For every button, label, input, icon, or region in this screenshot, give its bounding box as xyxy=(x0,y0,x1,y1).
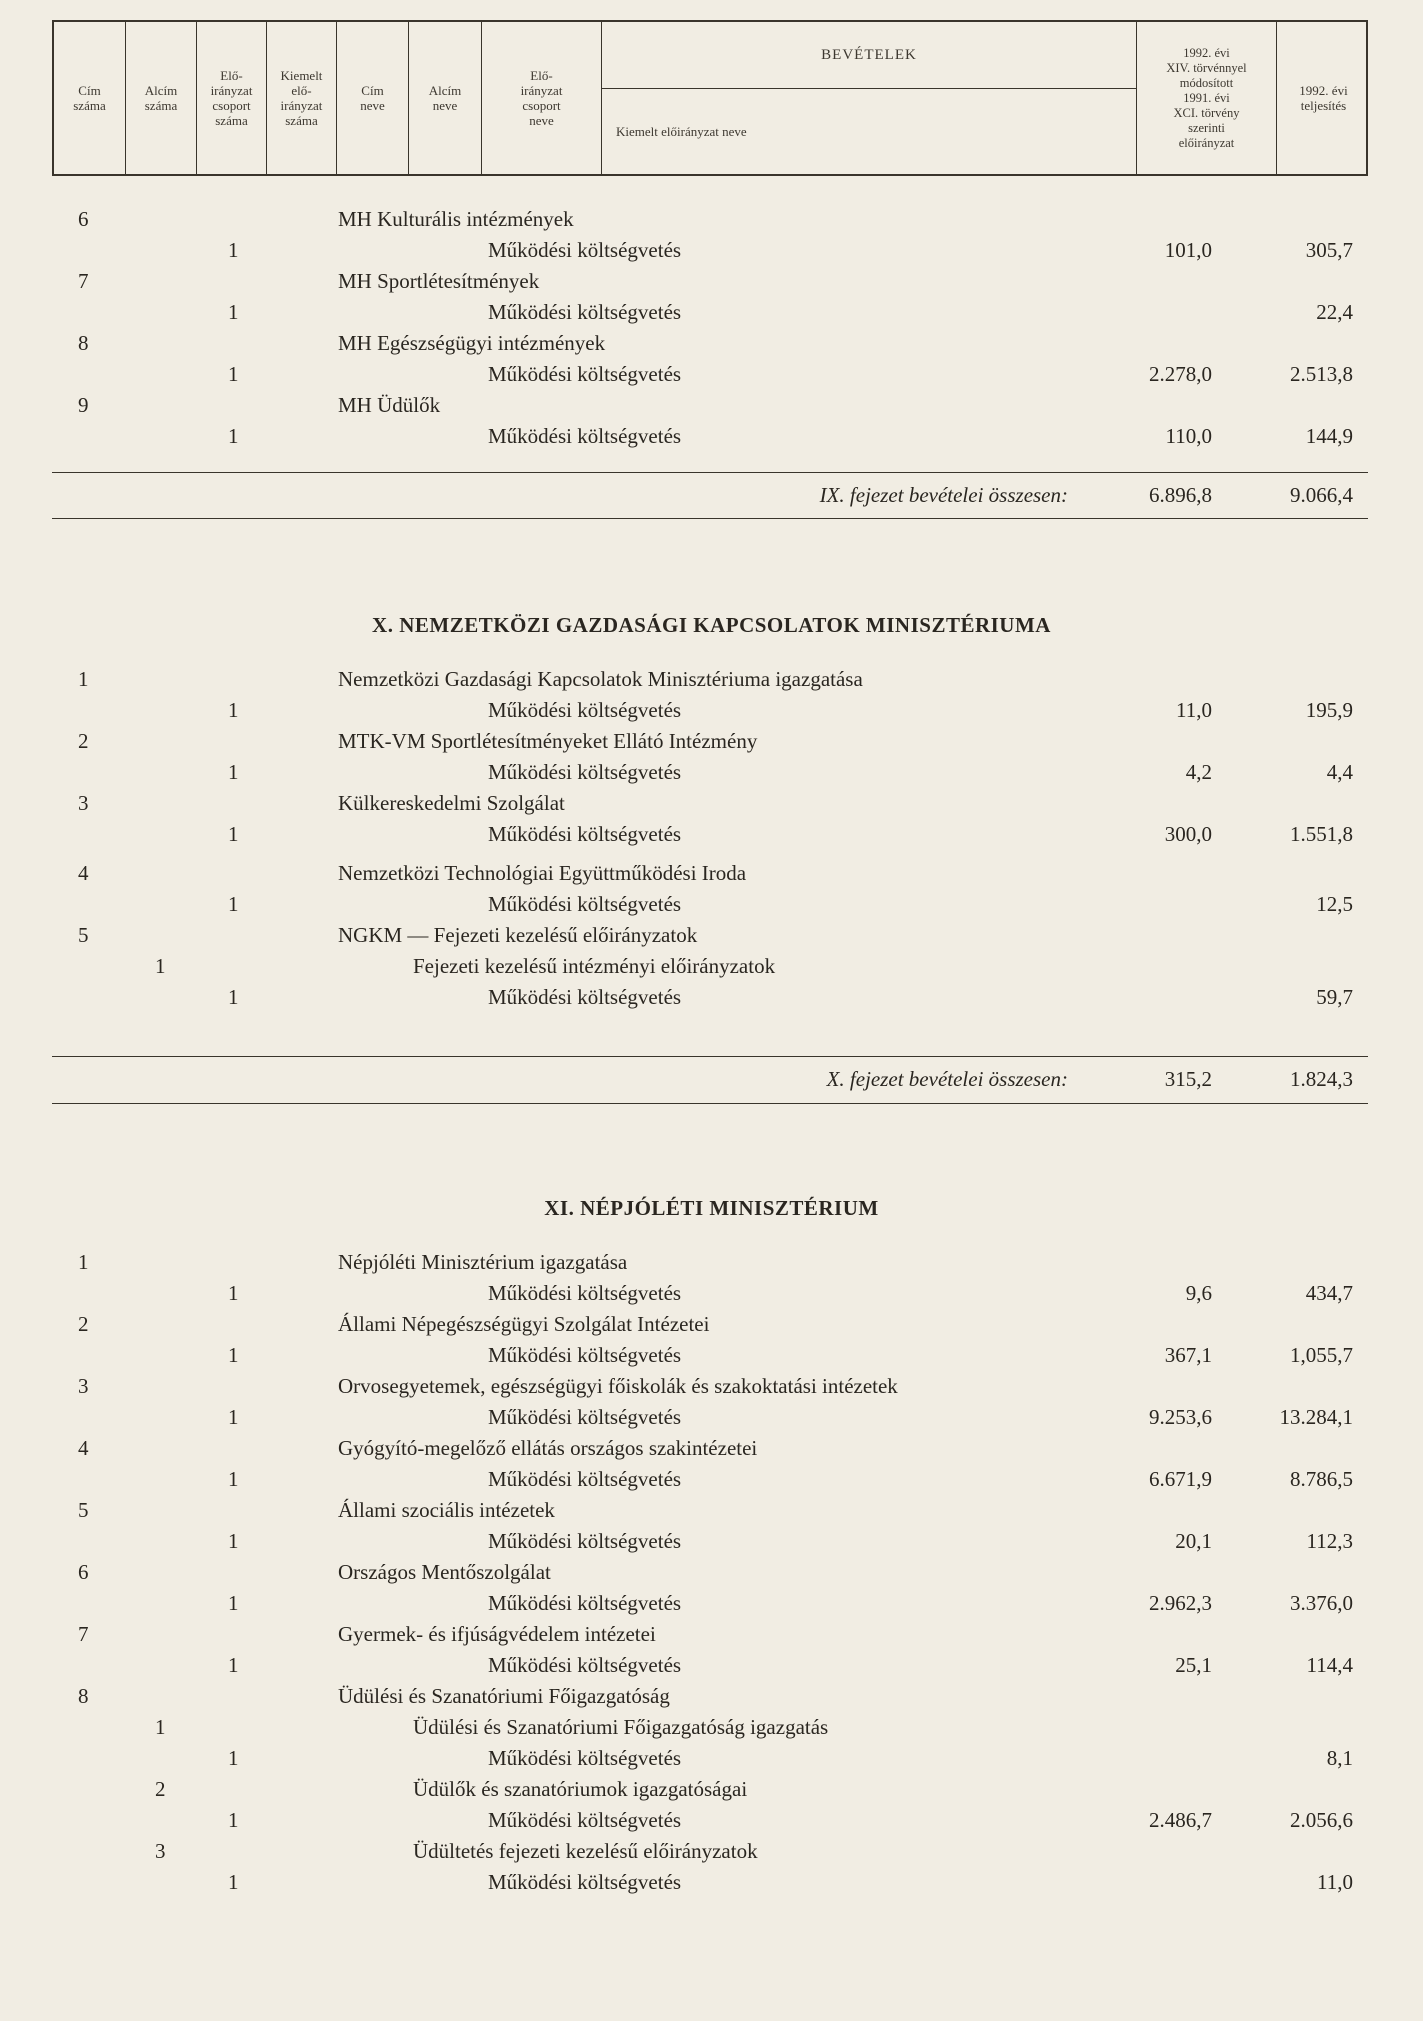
item-name: Működési költségvetés xyxy=(488,1405,682,1429)
item-name: Működési költségvetés xyxy=(488,698,682,722)
budget-line-row xyxy=(0,820,1423,848)
item-name: Működési költségvetés xyxy=(488,1281,682,1305)
csoport-number: 1 xyxy=(228,1808,239,1832)
cim-number: 1 xyxy=(78,1250,89,1274)
item-name: Működési költségvetés xyxy=(488,300,682,324)
teljesites-value: 144,9 xyxy=(1305,424,1353,448)
budget-line-row xyxy=(0,236,1423,264)
item-name: Orvosegyetemek, egészségügyi főiskolák és szakoktatási intézetek xyxy=(338,1374,898,1398)
csoport-number: 1 xyxy=(228,1591,239,1615)
header-eloiranyzat-csoport-szama: Elő- irányzat csoport száma xyxy=(197,22,267,174)
title-row xyxy=(0,921,1423,949)
item-name: Működési költségvetés xyxy=(488,362,682,386)
section-rule xyxy=(52,472,1368,473)
title-row xyxy=(0,1310,1423,1338)
budget-line-row xyxy=(0,758,1423,786)
csoport-number: 1 xyxy=(228,1870,239,1894)
eloiranyzat-value: 20,1 xyxy=(1175,1529,1212,1553)
item-name: Működési költségvetés xyxy=(488,1746,682,1770)
item-name: Működési költségvetés xyxy=(488,760,682,784)
teljesites-value: 13.284,1 xyxy=(1279,1405,1353,1429)
alcim-number: 1 xyxy=(155,1715,166,1739)
item-name: MH Kulturális intézmények xyxy=(338,207,574,231)
cim-number: 3 xyxy=(78,791,89,815)
cim-number: 1 xyxy=(78,667,89,691)
teljesites-value: 8.786,5 xyxy=(1290,1467,1353,1491)
title-row xyxy=(0,1682,1423,1710)
item-name: Üdülési és Szanatóriumi Főigazgatóság igazgatás xyxy=(413,1715,829,1739)
item-name: NGKM — Fejezeti kezelésű előirányzatok xyxy=(338,923,698,947)
teljesites-value: 12,5 xyxy=(1316,892,1353,916)
csoport-number: 1 xyxy=(228,238,239,262)
cim-number: 6 xyxy=(78,1560,89,1584)
cim-number: 4 xyxy=(78,1436,89,1460)
teljesites-value: 3.376,0 xyxy=(1290,1591,1353,1615)
teljesites-value: 112,3 xyxy=(1306,1529,1353,1553)
item-name: Működési költségvetés xyxy=(488,1591,682,1615)
item-name: Működési költségvetés xyxy=(488,1808,682,1832)
eloiranyzat-value: 9.253,6 xyxy=(1149,1405,1212,1429)
total-eloiranyzat: 315,2 xyxy=(1164,1067,1212,1091)
item-name: MH Üdülők xyxy=(338,393,441,417)
item-name: Működési költségvetés xyxy=(488,985,682,1009)
teljesites-value: 22,4 xyxy=(1316,300,1353,324)
teljesites-value: 8,1 xyxy=(1326,1746,1353,1770)
item-name: Működési költségvetés xyxy=(488,1653,682,1677)
eloiranyzat-value: 9,6 xyxy=(1185,1281,1212,1305)
csoport-number: 1 xyxy=(228,1343,239,1367)
cim-number: 8 xyxy=(78,331,89,355)
item-name: Működési költségvetés xyxy=(488,892,682,916)
title-row xyxy=(0,1558,1423,1586)
teljesites-value: 11,0 xyxy=(1317,1870,1353,1894)
eloiranyzat-value: 101,0 xyxy=(1164,238,1212,262)
item-name: Állami Népegészségügyi Szolgálat Intézetei xyxy=(338,1312,710,1336)
eloiranyzat-value: 300,0 xyxy=(1164,822,1212,846)
budget-line-row xyxy=(0,1806,1423,1834)
item-name: MH Egészségügyi intézmények xyxy=(338,331,606,355)
item-name: MH Sportlétesítmények xyxy=(338,269,540,293)
csoport-number: 1 xyxy=(228,1405,239,1429)
budget-line-row xyxy=(0,1744,1423,1772)
item-name: Külkereskedelmi Szolgálat xyxy=(338,791,565,815)
title-row xyxy=(0,727,1423,755)
section-rule xyxy=(52,1103,1368,1104)
header-1992-teljesites: 1992. évi teljesítés xyxy=(1299,83,1348,113)
cim-number: 7 xyxy=(78,269,89,293)
budget-line-row xyxy=(0,1279,1423,1307)
teljesites-value: 4,4 xyxy=(1326,760,1353,784)
item-name: Üdülési és Szanatóriumi Főigazgatóság xyxy=(338,1684,670,1708)
item-name: Gyermek- és ifjúságvédelem intézetei xyxy=(338,1622,656,1646)
item-name: Működési költségvetés xyxy=(488,1343,682,1367)
budget-line-row xyxy=(0,1651,1423,1679)
eloiranyzat-value: 2.278,0 xyxy=(1149,362,1212,386)
item-name: Működési költségvetés xyxy=(488,1870,682,1894)
budget-line-row xyxy=(0,1465,1423,1493)
total-label: X. fejezet bevételei összesen: xyxy=(826,1067,1068,1091)
csoport-number: 1 xyxy=(228,1467,239,1491)
cim-number: 3 xyxy=(78,1374,89,1398)
csoport-number: 1 xyxy=(228,698,239,722)
title-row xyxy=(0,665,1423,693)
eloiranyzat-value: 2.962,3 xyxy=(1149,1591,1212,1615)
teljesites-value: 59,7 xyxy=(1316,985,1353,1009)
csoport-number: 1 xyxy=(228,760,239,784)
alcim-number: 3 xyxy=(155,1839,166,1863)
total-eloiranyzat: 6.896,8 xyxy=(1149,483,1212,507)
header-cim-szama: Cím száma xyxy=(54,22,126,174)
header-bevetelek: BEVÉTELEK xyxy=(602,22,1136,89)
subtitle-row xyxy=(0,1837,1423,1865)
header-cim-neve: Cím neve xyxy=(337,22,409,174)
csoport-number: 1 xyxy=(228,362,239,386)
teljesites-value: 114,4 xyxy=(1306,1653,1353,1677)
total-teljesites: 1.824,3 xyxy=(1290,1067,1353,1091)
csoport-number: 1 xyxy=(228,424,239,448)
budget-line-row xyxy=(0,1403,1423,1431)
teljesites-value: 2.056,6 xyxy=(1290,1808,1353,1832)
eloiranyzat-value: 4,2 xyxy=(1185,760,1212,784)
csoport-number: 1 xyxy=(228,1746,239,1770)
title-row xyxy=(0,1620,1423,1648)
cim-number: 6 xyxy=(78,207,89,231)
header-kiemelt-eloiranyzat-szama: Kiemelt elő- irányzat száma xyxy=(267,22,337,174)
alcim-number: 1 xyxy=(155,954,166,978)
title-row xyxy=(0,1372,1423,1400)
header-alcim-szama: Alcím száma xyxy=(126,22,197,174)
teljesites-value: 1,055,7 xyxy=(1290,1343,1353,1367)
item-name: Működési költségvetés xyxy=(488,822,682,846)
csoport-number: 1 xyxy=(228,1653,239,1677)
eloiranyzat-value: 367,1 xyxy=(1164,1343,1212,1367)
alcim-number: 2 xyxy=(155,1777,166,1801)
section-rule xyxy=(52,518,1368,519)
total-label: IX. fejezet bevételei összesen: xyxy=(819,483,1068,507)
subtitle-row xyxy=(0,952,1423,980)
cim-number: 5 xyxy=(78,923,89,947)
title-row xyxy=(0,1248,1423,1276)
teljesites-value: 195,9 xyxy=(1305,698,1353,722)
eloiranyzat-value: 2.486,7 xyxy=(1149,1808,1212,1832)
header-bevetelek-block xyxy=(602,22,1137,174)
cim-number: 9 xyxy=(78,393,89,417)
item-name: Működési költségvetés xyxy=(488,238,682,262)
section-total-row xyxy=(0,1065,1423,1093)
title-row xyxy=(0,1496,1423,1524)
header-kiemelt-eloiranyzat-neve: Kiemelt előirányzat neve xyxy=(616,124,747,139)
budget-line-row xyxy=(0,422,1423,450)
header-eloiranyzat-csoport-neve: Elő- irányzat csoport neve xyxy=(482,22,602,174)
budget-line-row xyxy=(0,983,1423,1011)
teljesites-value: 1.551,8 xyxy=(1290,822,1353,846)
budget-line-row xyxy=(0,1527,1423,1555)
title-row xyxy=(0,789,1423,817)
cim-number: 8 xyxy=(78,1684,89,1708)
teljesites-value: 434,7 xyxy=(1305,1281,1353,1305)
title-row xyxy=(0,859,1423,887)
title-row xyxy=(0,1434,1423,1462)
budget-line-row xyxy=(0,890,1423,918)
title-row xyxy=(0,391,1423,419)
title-row xyxy=(0,267,1423,295)
eloiranyzat-value: 6.671,9 xyxy=(1149,1467,1212,1491)
budget-line-row xyxy=(0,696,1423,724)
title-row xyxy=(0,205,1423,233)
item-name: MTK-VM Sportlétesítményeket Ellátó Intézmény xyxy=(338,729,758,753)
budget-line-row xyxy=(0,1341,1423,1369)
item-name: Üdültetés fejezeti kezelésű előirányzatok xyxy=(413,1839,758,1863)
teljesites-value: 2.513,8 xyxy=(1290,362,1353,386)
teljesites-value: 305,7 xyxy=(1305,238,1353,262)
budget-line-row xyxy=(0,1868,1423,1896)
eloiranyzat-value: 25,1 xyxy=(1175,1653,1212,1677)
csoport-number: 1 xyxy=(228,300,239,324)
item-name: Nemzetközi Technológiai Együttműködési Iroda xyxy=(338,861,747,885)
item-name: Működési költségvetés xyxy=(488,424,682,448)
item-name: Országos Mentőszolgálat xyxy=(338,1560,551,1584)
subtitle-row xyxy=(0,1713,1423,1741)
cim-number: 4 xyxy=(78,861,89,885)
csoport-number: 1 xyxy=(228,1281,239,1305)
section-total-row xyxy=(0,481,1423,509)
header-alcim-neve: Alcím neve xyxy=(409,22,482,174)
budget-line-row xyxy=(0,1589,1423,1617)
subtitle-row xyxy=(0,1775,1423,1803)
item-name: Nemzetközi Gazdasági Kapcsolatok Minisztériuma igazgatása xyxy=(338,667,863,691)
chapter-title: X. NEMZETKÖZI GAZDASÁGI KAPCSOLATOK MINISZTÉRIUMA xyxy=(372,613,1051,637)
total-teljesites: 9.066,4 xyxy=(1290,483,1353,507)
csoport-number: 1 xyxy=(228,985,239,1009)
column-header-table xyxy=(52,20,1368,176)
budget-line-row xyxy=(0,360,1423,388)
cim-number: 5 xyxy=(78,1498,89,1522)
item-name: Működési költségvetés xyxy=(488,1529,682,1553)
cim-number: 7 xyxy=(78,1622,89,1646)
item-name: Működési költségvetés xyxy=(488,1467,682,1491)
title-row xyxy=(0,329,1423,357)
item-name: Állami szociális intézetek xyxy=(338,1498,555,1522)
header-1992-eloiranyzat: 1992. évi XIV. törvénnyel módosított 1991. évi XCI. törvény szerinti előirányzat xyxy=(1137,22,1277,174)
csoport-number: 1 xyxy=(228,892,239,916)
item-name: Fejezeti kezelésű intézményi előirányzatok xyxy=(413,954,776,978)
item-name: Gyógyító-megelőző ellátás országos szakintézetei xyxy=(338,1436,758,1460)
budget-line-row xyxy=(0,298,1423,326)
item-name: Népjóléti Minisztérium igazgatása xyxy=(338,1250,628,1274)
item-name: Üdülők és szanatóriumok igazgatóságai xyxy=(413,1777,748,1801)
eloiranyzat-value: 11,0 xyxy=(1176,698,1212,722)
section-rule xyxy=(52,1056,1368,1057)
chapter-title: XI. NÉPJÓLÉTI MINISZTÉRIUM xyxy=(544,1196,879,1220)
cim-number: 2 xyxy=(78,1312,89,1336)
eloiranyzat-value: 110,0 xyxy=(1165,424,1212,448)
csoport-number: 1 xyxy=(228,1529,239,1553)
cim-number: 2 xyxy=(78,729,89,753)
csoport-number: 1 xyxy=(228,822,239,846)
